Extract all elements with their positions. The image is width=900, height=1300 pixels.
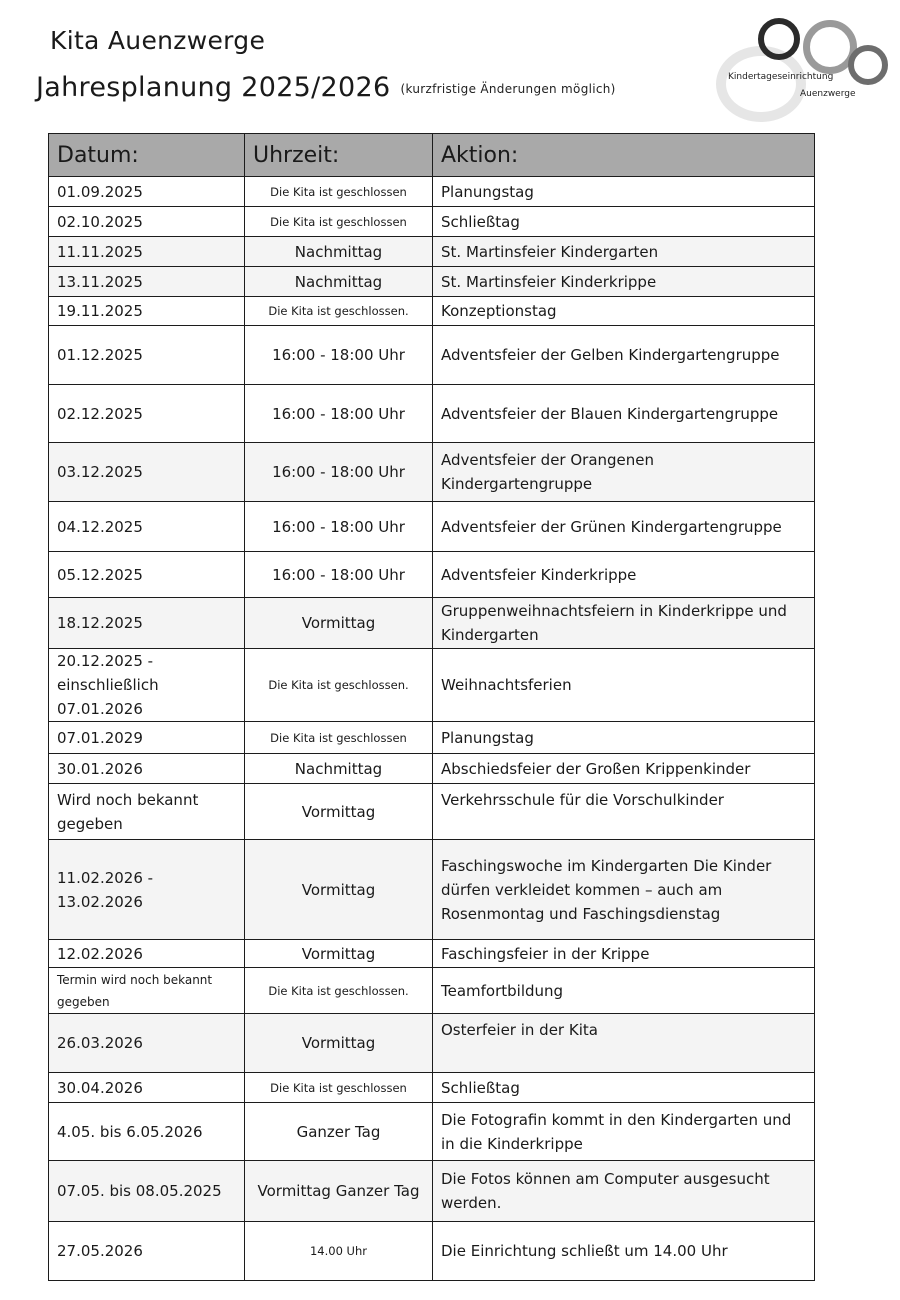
time-cell: 16:00 - 18:00 Uhr xyxy=(245,443,433,502)
action-cell: Osterfeier in der Kita xyxy=(433,1014,815,1073)
time-cell: Die Kita ist geschlossen. xyxy=(245,297,433,326)
date-cell: 27.05.2026 xyxy=(49,1222,245,1281)
action-cell: Faschingswoche im Kindergarten Die Kinder dürfen verkleidet kommen – auch am Rosenmontag und Faschingsdienstag xyxy=(433,840,815,940)
date-cell: 30.01.2026 xyxy=(49,754,245,784)
action-cell: Konzeptionstag xyxy=(433,297,815,326)
action-cell: Die Einrichtung schließt um 14.00 Uhr xyxy=(433,1222,815,1281)
table-row xyxy=(49,385,815,443)
date-cell: 07.05. bis 08.05.2025 xyxy=(49,1161,245,1222)
table-row xyxy=(49,326,815,385)
action-cell: Die Fotografin kommt in den Kindergarten und in die Kinderkrippe xyxy=(433,1103,815,1161)
table-row xyxy=(49,968,815,1014)
date-cell: 01.12.2025 xyxy=(49,326,245,385)
date-cell: 02.12.2025 xyxy=(49,385,245,443)
time-cell: Die Kita ist geschlossen. xyxy=(245,968,433,1014)
column-header-time: Uhrzeit: xyxy=(245,134,433,177)
table-row xyxy=(49,840,815,940)
date-cell: 19.11.2025 xyxy=(49,297,245,326)
table-row xyxy=(49,267,815,297)
table-row xyxy=(49,1161,815,1222)
table-row xyxy=(49,237,815,267)
logo-text-line1: Kindertageseinrichtung xyxy=(728,72,834,82)
time-cell: 14.00 Uhr xyxy=(245,1222,433,1281)
table-row xyxy=(49,552,815,598)
date-cell: 30.04.2026 xyxy=(49,1073,245,1103)
action-cell: Planungstag xyxy=(433,722,815,754)
column-header-action: Aktion: xyxy=(433,134,815,177)
action-cell: Weihnachtsferien xyxy=(433,649,815,722)
time-cell: Vormittag Ganzer Tag xyxy=(245,1161,433,1222)
action-cell: Planungstag xyxy=(433,177,815,207)
action-cell: Abschiedsfeier der Großen Krippenkinder xyxy=(433,754,815,784)
table-row xyxy=(49,502,815,552)
date-cell: 04.12.2025 xyxy=(49,502,245,552)
date-cell: 01.09.2025 xyxy=(49,177,245,207)
time-cell: Nachmittag xyxy=(245,267,433,297)
action-cell: Verkehrsschule für die Vorschulkinder xyxy=(433,784,815,840)
table-row xyxy=(49,649,815,722)
time-cell: Die Kita ist geschlossen xyxy=(245,1073,433,1103)
table-row xyxy=(49,297,815,326)
time-cell: Vormittag xyxy=(245,1014,433,1073)
table-row xyxy=(49,1073,815,1103)
logo-ring-icon xyxy=(716,46,806,122)
time-cell: Vormittag xyxy=(245,840,433,940)
time-cell: Vormittag xyxy=(245,598,433,649)
action-cell: Gruppenweihnachtsfeiern in Kinderkrippe und Kindergarten xyxy=(433,598,815,649)
table-row xyxy=(49,598,815,649)
subtitle-text: Jahresplanung 2025/2026 xyxy=(36,72,391,103)
time-cell: 16:00 - 18:00 Uhr xyxy=(245,326,433,385)
logo-ring-icon xyxy=(848,45,888,85)
date-cell: 11.11.2025 xyxy=(49,237,245,267)
time-cell: Die Kita ist geschlossen xyxy=(245,722,433,754)
action-cell: Teamfortbildung xyxy=(433,968,815,1014)
table-row xyxy=(49,1103,815,1161)
table-row xyxy=(49,207,815,237)
time-cell: Nachmittag xyxy=(245,237,433,267)
date-cell: 26.03.2026 xyxy=(49,1014,245,1073)
action-cell: Adventsfeier Kinderkrippe xyxy=(433,552,815,598)
date-cell: Wird noch bekannt gegeben xyxy=(49,784,245,840)
kita-logo xyxy=(708,12,888,120)
time-cell: 16:00 - 18:00 Uhr xyxy=(245,502,433,552)
time-cell: Vormittag xyxy=(245,940,433,968)
action-cell: St. Martinsfeier Kindergarten xyxy=(433,237,815,267)
date-cell: 02.10.2025 xyxy=(49,207,245,237)
time-cell: Die Kita ist geschlossen. xyxy=(245,649,433,722)
date-cell: 07.01.2029 xyxy=(49,722,245,754)
action-cell: Die Fotos können am Computer ausgesucht werden. xyxy=(433,1161,815,1222)
date-cell: 18.12.2025 xyxy=(49,598,245,649)
date-cell: 13.11.2025 xyxy=(49,267,245,297)
action-cell: Schließtag xyxy=(433,1073,815,1103)
time-cell: Nachmittag xyxy=(245,754,433,784)
column-header-date: Datum: xyxy=(49,134,245,177)
date-cell: 03.12.2025 xyxy=(49,443,245,502)
table-row xyxy=(49,1222,815,1281)
date-cell: Termin wird noch bekannt gegeben xyxy=(49,968,245,1014)
time-cell: Vormittag xyxy=(245,784,433,840)
table-row xyxy=(49,443,815,502)
document-title: Kita Auenzwerge xyxy=(50,26,266,55)
time-cell: Die Kita ist geschlossen xyxy=(245,177,433,207)
action-cell: St. Martinsfeier Kinderkrippe xyxy=(433,267,815,297)
action-cell: Faschingsfeier in der Krippe xyxy=(433,940,815,968)
changes-note: (kurzfristige Änderungen möglich) xyxy=(400,81,616,96)
action-cell: Schließtag xyxy=(433,207,815,237)
document-subtitle xyxy=(36,72,616,103)
time-cell: Ganzer Tag xyxy=(245,1103,433,1161)
date-cell: 05.12.2025 xyxy=(49,552,245,598)
date-cell: 20.12.2025 - einschließlich 07.01.2026 xyxy=(49,649,245,722)
table-row xyxy=(49,722,815,754)
action-cell: Adventsfeier der Orangenen Kindergartengruppe xyxy=(433,443,815,502)
date-cell: 4.05. bis 6.05.2026 xyxy=(49,1103,245,1161)
time-cell: Die Kita ist geschlossen xyxy=(245,207,433,237)
date-cell: 12.02.2026 xyxy=(49,940,245,968)
action-cell: Adventsfeier der Grünen Kindergartengruppe xyxy=(433,502,815,552)
date-cell: 11.02.2026 - 13.02.2026 xyxy=(49,840,245,940)
time-cell: 16:00 - 18:00 Uhr xyxy=(245,552,433,598)
table-row xyxy=(49,784,815,840)
action-cell: Adventsfeier der Gelben Kindergartengruppe xyxy=(433,326,815,385)
time-cell: 16:00 - 18:00 Uhr xyxy=(245,385,433,443)
table-row xyxy=(49,1014,815,1073)
table-header-row xyxy=(49,134,815,177)
logo-ring-icon xyxy=(758,18,800,60)
table-row xyxy=(49,754,815,784)
action-cell: Adventsfeier der Blauen Kindergartengruppe xyxy=(433,385,815,443)
table-row xyxy=(49,177,815,207)
logo-text-line2: Auenzwerge xyxy=(800,89,856,99)
annual-plan-table xyxy=(48,133,815,1281)
table-row xyxy=(49,940,815,968)
